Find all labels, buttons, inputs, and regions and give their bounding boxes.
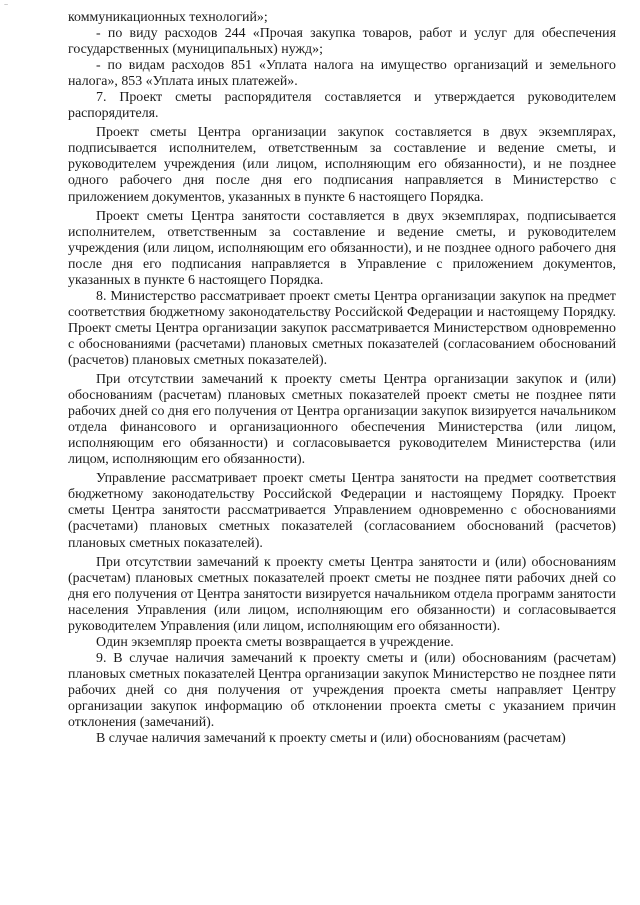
- paragraph-10: При отсутствии замечаний к проекту сметы Центра занятости и (или) обоснованиям (расчетам) плановых сметных показателей проект сметы не позднее пяти рабочих дней со дня его получения от Центра занятости визируется начальником отдела программ занятости населения Управления (или лицом, исполняющим его обязанности) и согласовывается руководителем Управления (или лицом, исполняющим его обязанности).: [68, 554, 616, 634]
- paragraph-7: 8. Министерство рассматривает проект сметы Центра организации закупок на предмет соответствия бюджетному законодательству Российской Федерации и настоящему Порядку. Проект сметы Центра организации закупок рассматривается Министерством одновременно с обоснованиями (расчетами) плановых сметных показателей (согласованием обоснований (расчетов) плановых сметных показателей).: [68, 288, 616, 368]
- paragraph-9: Управление рассматривает проект сметы Центра занятости на предмет соответствия бюджетному законодательству Российской Федерации и настоящему Порядку. Проект сметы Центра занятости рассматривается Управлением одновременно с обоснованиями (расчетами) плановых сметных показателей (согласованием обоснований (расчетов) плановых сметных показателей).: [68, 471, 616, 551]
- paragraph-1: коммуникационных технологий»;: [68, 10, 268, 25]
- paragraph-8: При отсутствии замечаний к проекту сметы Центра организации закупок и (или) обоснованиям (расчетам) плановых сметных показателей проект сметы не позднее пяти рабочих дней со дня его получения от Центра организации закупок визируется начальником отдела финансового и организационного обеспечения Министерства (или лицом, исполняющим его обязанности) и согласовывается руководителем Министерства (или лицом, исполняющим его обязанности).: [68, 372, 616, 468]
- paragraph-13: В случае наличия замечаний к проекту сметы и (или) обоснованиям (расчетам): [96, 731, 566, 747]
- paragraph-11: Один экземпляр проекта сметы возвращается в учреждение.: [96, 634, 454, 650]
- paragraph-5: Проект сметы Центра организации закупок составляется в двух экземплярах, подписывается исполнителем, ответственным за составление и ведение сметы, и руководителем учреждения (или лицом, исполняющим его обязанности), и не позднее одного рабочего дня после дня его подписания направляется в Министерство с приложением документов, указанных в пункте 6 настоящего Порядка.: [68, 125, 616, 205]
- corner-mark: ~: [4, 2, 9, 9]
- document-body: [68, 10, 616, 747]
- paragraph-4: 7. Проект сметы распорядителя составляется и утверждается руководителем распорядителя.: [68, 90, 616, 122]
- paragraph-2: - по виду расходов 244 «Прочая закупка товаров, работ и услуг для обеспечения государственных (муниципальных) нужд»;: [68, 26, 616, 58]
- paragraph-3: - по видам расходов 851 «Уплата налога на имущество организаций и земельного налога», 853 «Уплата иных платежей».: [68, 58, 616, 90]
- paragraph-12: 9. В случае наличия замечаний к проекту сметы и (или) обоснованиям (расчетам) плановых сметных показателей Центра организации закупок Министерство не позднее пяти рабочих дней со дня получения от учреждения проекта сметы направляет Центру организации закупок информацию об отклонении проекта сметы с указанием причин отклонения (замечаний).: [68, 650, 616, 731]
- paragraph-6: Проект сметы Центра занятости составляется в двух экземплярах, подписывается исполнителем, ответственным за составление и ведение сметы, и руководителем учреждения (или лицом, исполняющим его обязанности), и не позднее одного рабочего дня после дня его подписания направляется в Управление с приложением документов, указанных в пункте 6 настоящего Порядка.: [68, 208, 616, 288]
